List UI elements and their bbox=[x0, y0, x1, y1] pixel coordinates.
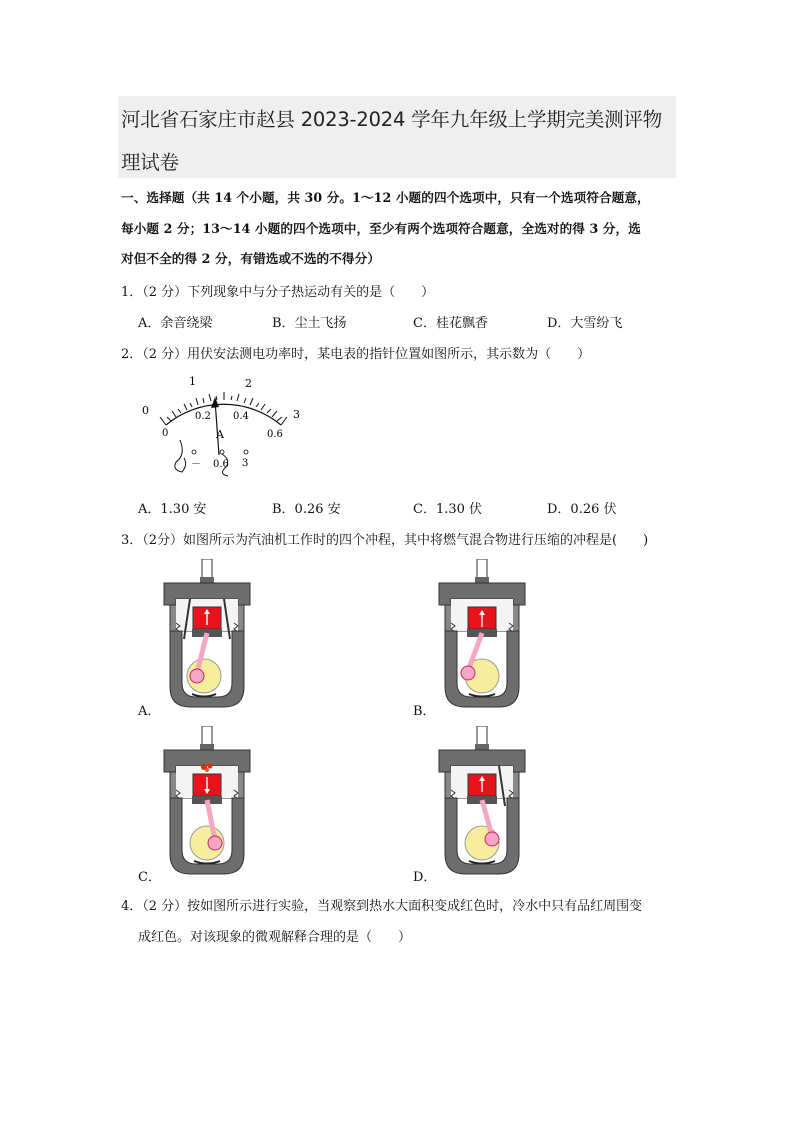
q3-label-c[interactable]: C． bbox=[138, 870, 161, 885]
meter-upper-tick-2: 2 bbox=[245, 377, 252, 390]
engine-diagram-a bbox=[162, 559, 252, 711]
q3-label-b[interactable]: B． bbox=[413, 704, 436, 719]
page-title-cont: 理试卷 bbox=[121, 151, 179, 174]
q2-option-a[interactable]: A．1.30 安 bbox=[138, 502, 207, 517]
meter-terminal-3: 3 bbox=[242, 458, 249, 469]
meter-upper-tick-3: 3 bbox=[293, 408, 300, 421]
q3-label-a[interactable]: A． bbox=[138, 704, 161, 719]
q2-option-d[interactable]: D．0.26 伏 bbox=[547, 502, 617, 517]
meter-lower-tick-3: 0.6 bbox=[267, 429, 283, 440]
q2-option-b[interactable]: B．0.26 安 bbox=[272, 502, 341, 517]
engine-diagram-b bbox=[437, 559, 527, 711]
q1-option-b[interactable]: B．尘土飞扬 bbox=[272, 316, 347, 331]
meter-upper-tick-1: 1 bbox=[189, 375, 196, 388]
question-3: 3．（2分）如图所示为汽油机工作时的四个冲程，其中将燃气混合物进行压缩的冲程是( ) bbox=[121, 533, 649, 548]
q3-label-d[interactable]: D． bbox=[413, 870, 437, 885]
meter-upper-tick-0: 0 bbox=[142, 404, 149, 417]
q1-option-d[interactable]: D．大雪纷飞 bbox=[547, 316, 623, 331]
q1-option-c[interactable]: C．桂花飘香 bbox=[413, 316, 488, 331]
question-1: 1．（2 分）下列现象中与分子热运动有关的是（ ） bbox=[121, 285, 435, 300]
question-4-cont: 成红色。对该现象的微观解释合理的是（ ） bbox=[138, 930, 412, 945]
q2-option-c[interactable]: C．1.30 伏 bbox=[413, 502, 483, 517]
ammeter-figure bbox=[136, 370, 316, 478]
section-heading: 一、选择题（共 14 个小题，共 30 分。1～12 小题的四个选项中，只有一个选项符合题意， bbox=[121, 190, 650, 205]
meter-lower-tick-2: 0.4 bbox=[233, 411, 249, 422]
page-title: 河北省石家庄市赵县 2023-2024 学年九年级上学期完美测评物 bbox=[121, 108, 663, 131]
meter-lower-tick-1: 0.2 bbox=[195, 411, 211, 422]
meter-terminal-neg: － bbox=[191, 459, 201, 470]
q1-option-a[interactable]: A．余音绕梁 bbox=[138, 316, 213, 331]
engine-diagram-c bbox=[162, 726, 252, 878]
question-4: 4．（2 分）按如图所示进行实验，当观察到热水大面积变成红色时，冷水中只有品红周围变 bbox=[121, 899, 643, 914]
section-heading-cont2: 对但不全的得 2 分，有错选或不选的不得分） bbox=[121, 251, 381, 266]
meter-lower-tick-0: 0 bbox=[162, 428, 169, 439]
section-heading-cont: 每小题 2 分；13～14 小题的四个选项中，至少有两个选项符合题意，全选对的得 3 分，选 bbox=[121, 221, 641, 236]
question-2: 2．（2 分）用伏安法测电功率时，某电表的指针位置如图所示，其示数为（ ） bbox=[121, 347, 591, 362]
meter-terminal-06: 0.6 bbox=[213, 459, 229, 470]
meter-unit: A bbox=[216, 428, 224, 441]
engine-diagram-d bbox=[437, 726, 527, 878]
